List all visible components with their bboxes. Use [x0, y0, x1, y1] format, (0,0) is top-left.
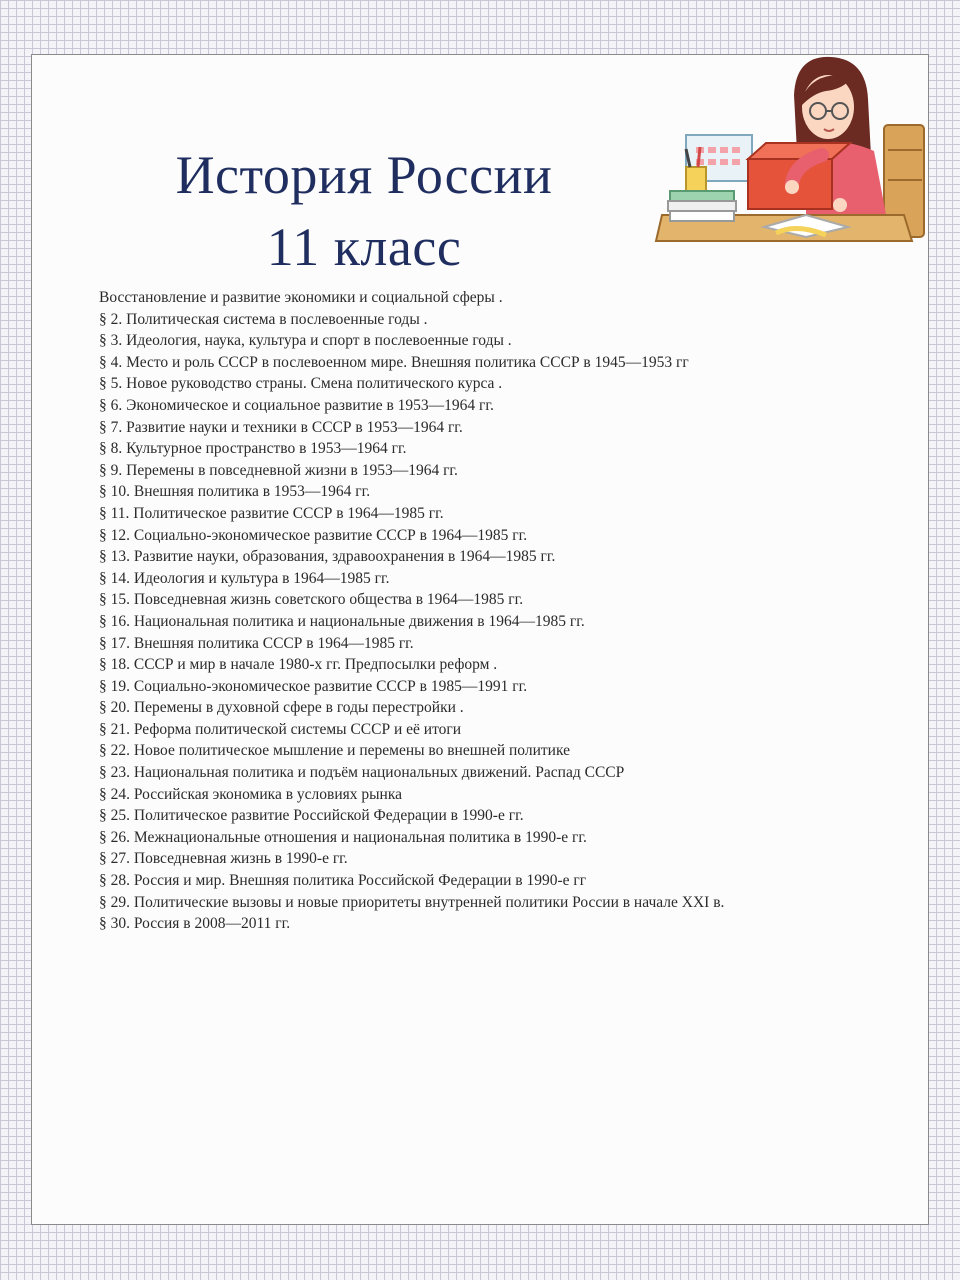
toc-item: § 24. Российская экономика в условиях рынка: [99, 785, 403, 803]
title-line-grade: 11 класс: [266, 217, 462, 277]
toc-item: § 9. Перемены в повседневной жизни в 1953—1964 гг.: [99, 461, 458, 479]
toc-item: § 18. СССР и мир в начале 1980-х гг. Предпосылки реформ .: [99, 656, 498, 674]
toc-item: § 15. Повседневная жизнь советского общества в 1964—1985 гг.: [99, 591, 524, 609]
toc-item: § 14. Идеология и культура в 1964—1985 гг.: [99, 569, 390, 587]
toc-item: § 17. Внешняя политика СССР в 1964—1985 гг.: [99, 634, 414, 652]
toc-item: § 23. Национальная политика и подъём национальных движений. Распад СССР: [99, 764, 625, 782]
toc-item: § 21. Реформа политической системы СССР и её итоги: [99, 720, 462, 738]
title-line-subject: История России: [175, 145, 553, 205]
toc-item: § 27. Повседневная жизнь в 1990-е гг.: [99, 850, 348, 868]
toc-item: § 4. Место и роль СССР в послевоенном мире. Внешняя политика СССР в 1945—1953 гг: [99, 353, 689, 371]
page-title: [124, 139, 604, 283]
toc-item: § 13. Развитие науки, образования, здравоохранения в 1964—1985 гг.: [99, 548, 556, 566]
toc-item: § 10. Внешняя политика в 1953—1964 гг.: [99, 483, 371, 501]
toc-item: § 22. Новое политическое мышление и перемены во внешней политике: [99, 742, 570, 760]
toc-item: § 20. Перемены в духовной сфере в годы перестройки .: [99, 699, 464, 717]
page-sheet: [31, 54, 929, 1225]
toc-item: § 7. Развитие науки и техники в СССР в 1953—1964 гг.: [99, 418, 463, 436]
toc-item: § 5. Новое руководство страны. Смена политического курса .: [99, 375, 503, 393]
toc-item: § 26. Межнациональные отношения и национальная политика в 1990-е гг.: [99, 828, 587, 846]
toc-item: § 30. Россия в 2008—2011 гг.: [99, 915, 291, 933]
toc-item: § 19. Социально-экономическое развитие СССР в 1985—1991 гг.: [99, 677, 528, 695]
toc-item: § 6. Экономическое и социальное развитие в 1953—1964 гг.: [99, 396, 494, 414]
toc-item: § 3. Идеология, наука, культура и спорт в послевоенные годы .: [99, 332, 512, 350]
toc-item: § 11. Политическое развитие СССР в 1964—1985 гг.: [99, 504, 444, 522]
table-of-contents: [99, 287, 879, 935]
toc-item: § 16. Национальная политика и национальные движения в 1964—1985 гг.: [99, 612, 585, 630]
toc-item: § 8. Культурное пространство в 1953—1964 гг.: [99, 440, 407, 458]
toc-item: § 2. Политическая система в послевоенные годы .: [99, 310, 428, 328]
toc-item: § 28. Россия и мир. Внешняя политика Российской Федерации в 1990-е гг: [99, 872, 587, 890]
toc-item: § 12. Социально-экономическое развитие СССР в 1964—1985 гг.: [99, 526, 528, 544]
toc-item: Восстановление и развитие экономики и социальной сферы .: [99, 289, 503, 306]
student-at-desk-illustration: [626, 55, 930, 245]
toc-item: § 29. Политические вызовы и новые приоритеты внутренней политики России в начале XXI в.: [99, 893, 725, 911]
toc-item: § 25. Политическое развитие Российской Федерации в 1990-е гг.: [99, 807, 524, 825]
